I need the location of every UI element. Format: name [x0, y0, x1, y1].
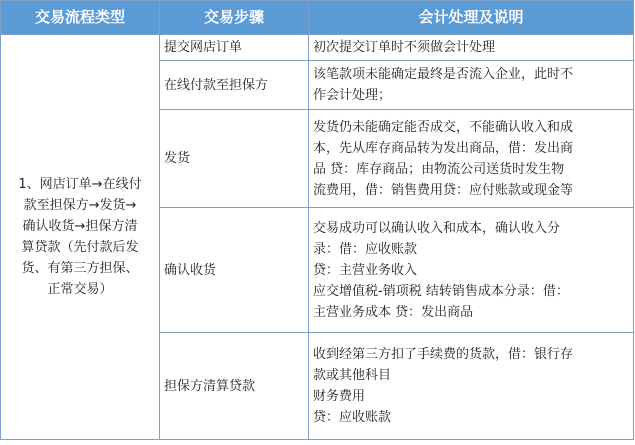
- desc-line: 款或其他科目: [313, 368, 392, 383]
- flow-type-cell: [1, 35, 160, 440]
- flow-type-line: 确认收货→担保方清: [22, 219, 138, 234]
- desc-cell: [309, 61, 634, 110]
- desc-line: 发货仍未能确定能否成交，不能确认收入和成: [313, 119, 574, 135]
- desc-line: 流费用，借：销售费用贷：应付账款或现金等: [313, 182, 574, 198]
- desc-line: 收到经第三方扣了手续费的货款，借：银行存: [313, 347, 574, 362]
- header-row: [1, 1, 634, 35]
- flow-type-line: 算贷款（先付款后发: [21, 240, 139, 255]
- desc-line: 应交增值税-销项税 结转销售成本分录：借：: [313, 283, 569, 299]
- header-step: 交易步骤: [160, 1, 309, 35]
- desc-line: 贷：应收账款: [313, 410, 392, 425]
- desc-line: 财务费用: [313, 389, 366, 404]
- desc-line: 贷：主营业务收入: [313, 262, 418, 278]
- table-row: [1, 35, 634, 61]
- step-cell: 确认收货: [160, 208, 309, 333]
- step-cell: 在线付款至担保方: [160, 61, 309, 110]
- desc-line: 初次提交订单时不须做会计处理: [313, 40, 496, 55]
- desc-cell: [309, 333, 634, 440]
- desc-line: 作会计处理；: [313, 88, 392, 103]
- desc-line: 该笔款项未能确定最终是否流入企业，此时不: [313, 67, 574, 82]
- step-cell: 提交网店订单: [160, 35, 309, 61]
- desc-line: 主营业务成本 贷：发出商品: [313, 304, 474, 320]
- desc-cell: [309, 208, 634, 333]
- desc-line: 本，先从库存商品转为发出商品，借：发出商: [313, 140, 574, 156]
- header-type: 交易流程类型: [1, 1, 160, 35]
- flow-type-line: 货、有第三方担保、: [21, 261, 139, 276]
- desc-line: 交易成功可以确认收入和成本，确认收入分: [313, 220, 561, 236]
- desc-line: 品 贷：库存商品；由物流公司送货时发生物: [313, 161, 565, 177]
- header-desc: 会计处理及说明: [309, 1, 634, 35]
- step-cell: 发货: [160, 110, 309, 208]
- desc-cell: [309, 110, 634, 208]
- desc-line: 录：借：应收账款: [313, 241, 418, 257]
- flow-type-line: 款至担保方→发货→: [23, 198, 137, 213]
- flow-type-line: 正常交易）: [47, 282, 113, 297]
- flow-type-line: 1、网店订单→在线付: [18, 177, 142, 192]
- step-cell: 担保方清算贷款: [160, 333, 309, 440]
- desc-cell: [309, 35, 634, 61]
